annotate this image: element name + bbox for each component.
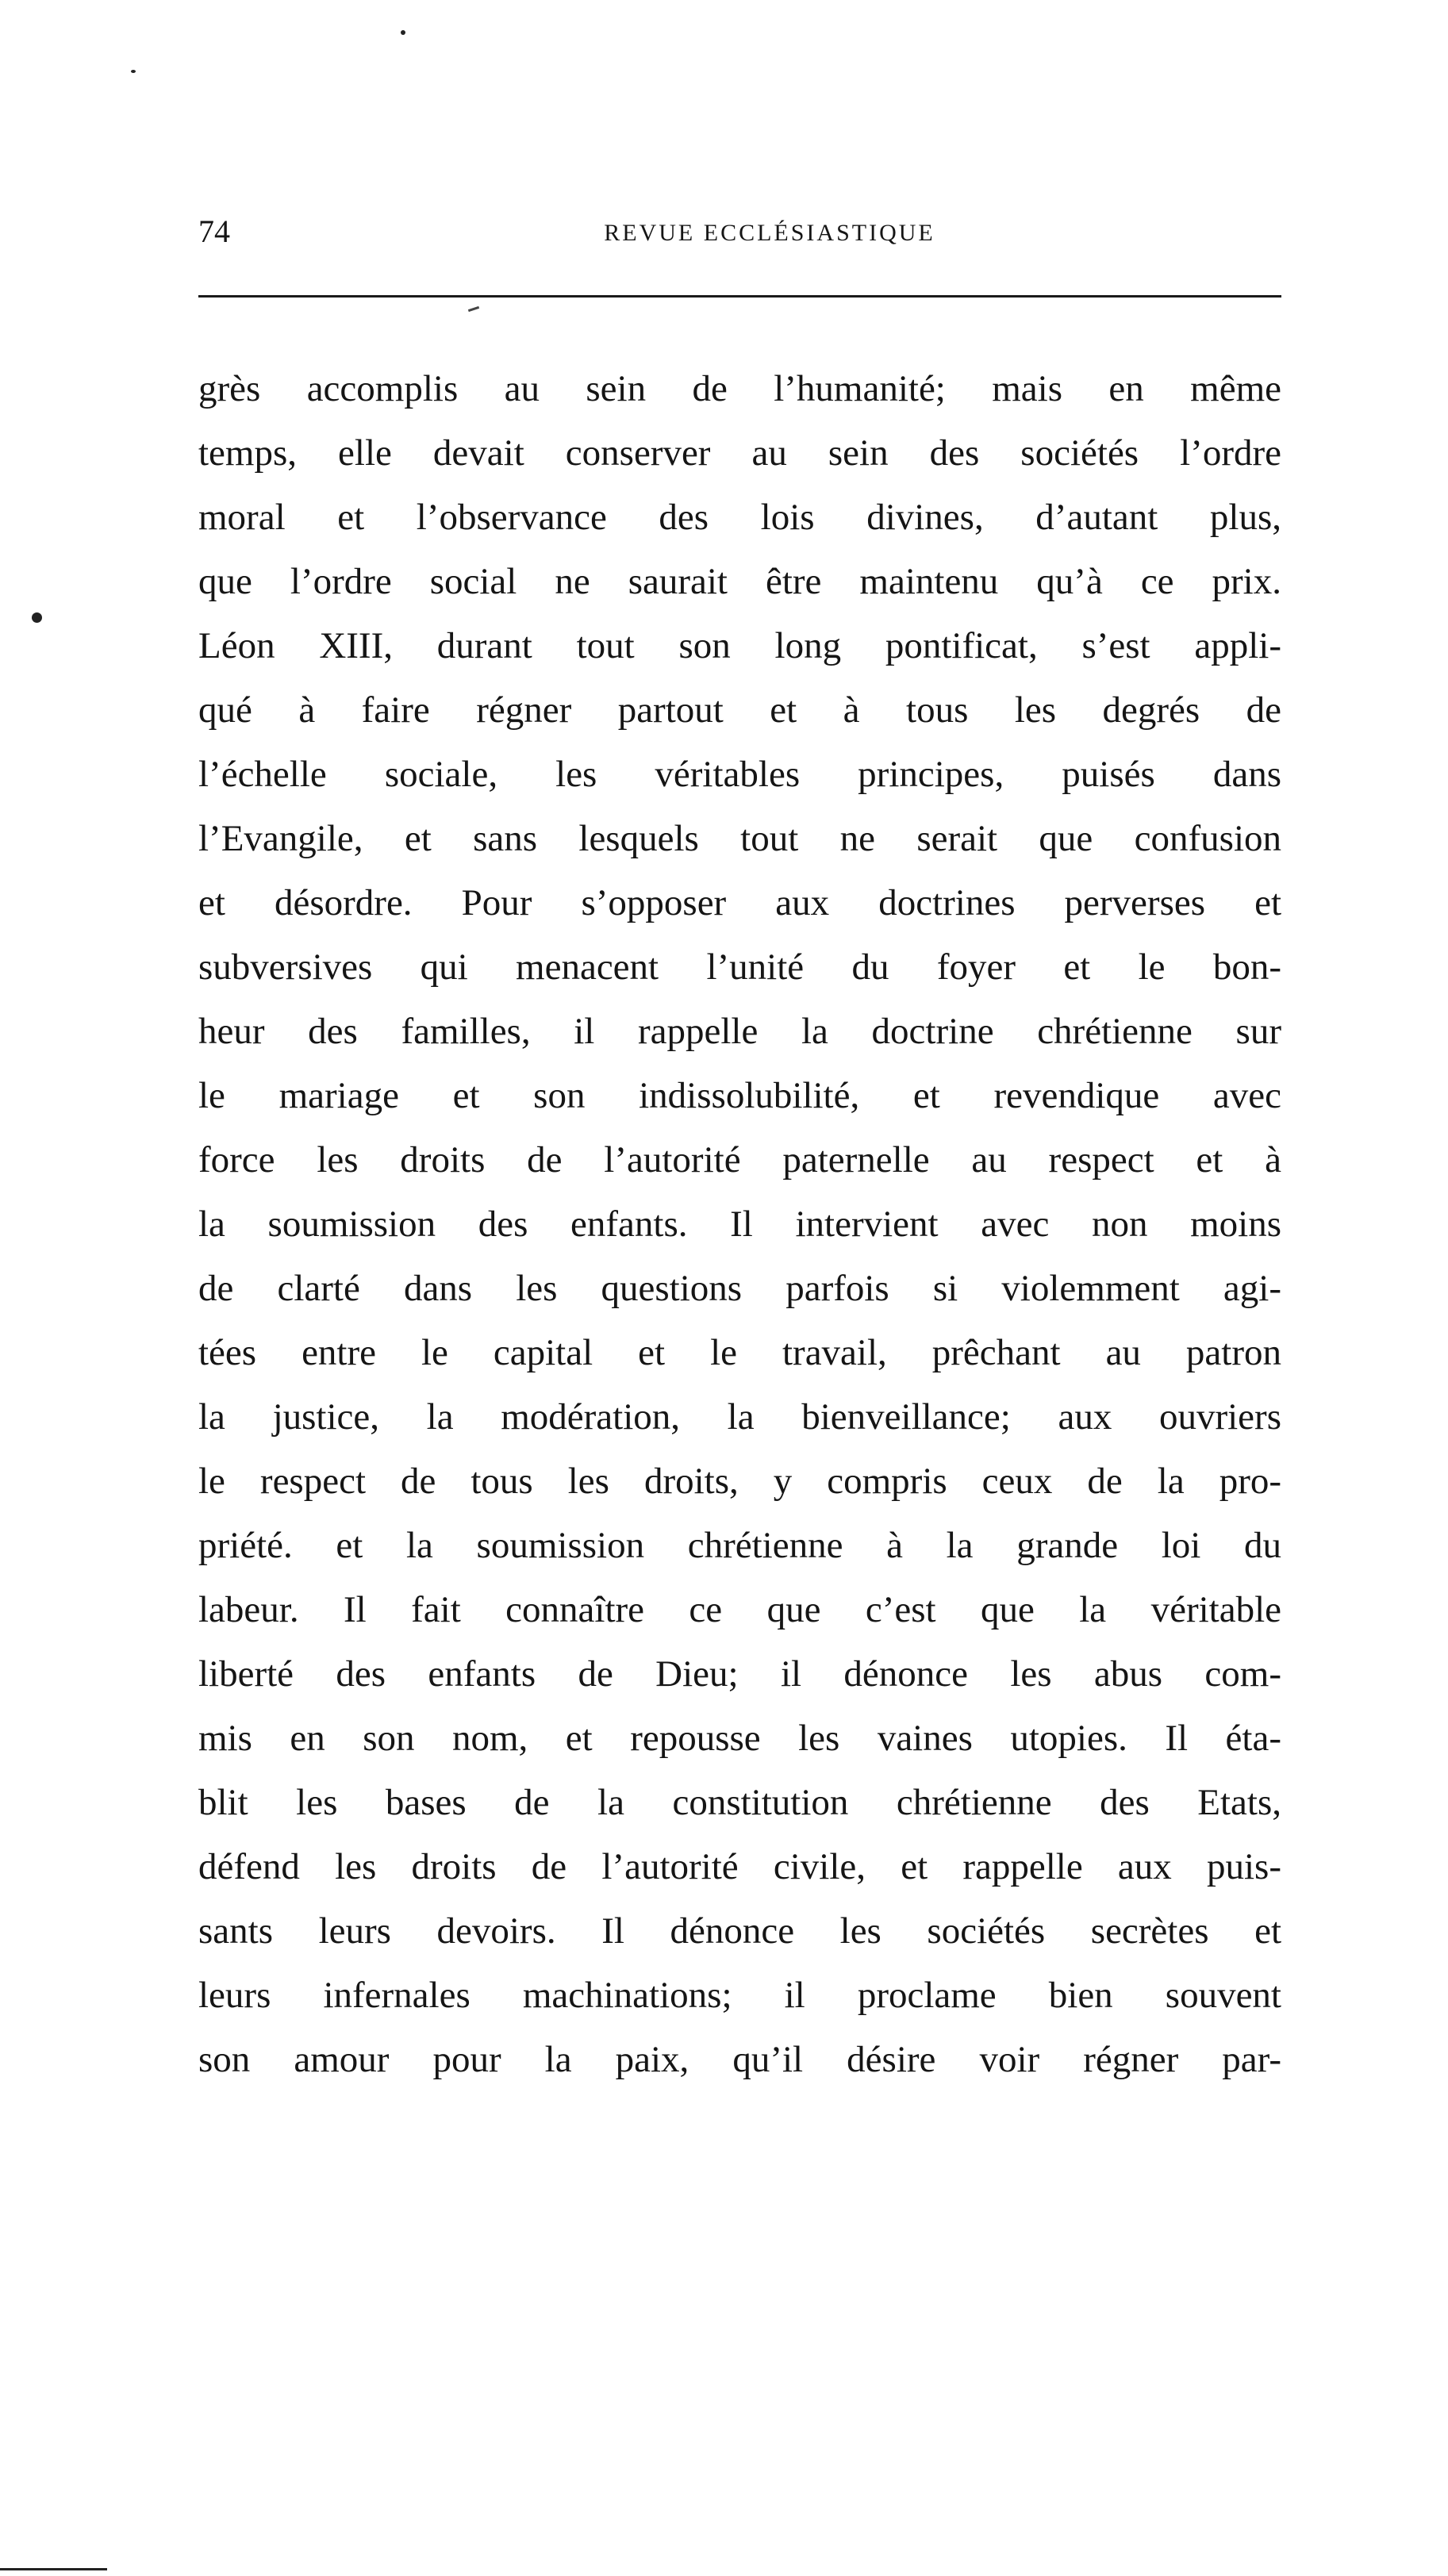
print-mark: [468, 306, 479, 312]
text-line: l’échelle sociale, les véritables principes, puisés dans: [198, 754, 1281, 795]
text-line: force les droits de l’autorité paternelle au respect et à: [198, 1139, 1281, 1181]
text-line: moral et l’observance des lois divines, d’autant plus,: [198, 497, 1281, 538]
text-line: de clarté dans les questions parfois si violemment agi-: [198, 1268, 1281, 1309]
text-line: mis en son nom, et repousse les vaines utopies. Il éta-: [198, 1718, 1281, 1759]
text-line: sants leurs devoirs. Il dénonce les sociétés secrètes et: [198, 1910, 1281, 1952]
text-line: liberté des enfants de Dieu; il dénonce les abus com-: [198, 1653, 1281, 1695]
text-line: la justice, la modération, la bienveillance; aux ouvriers: [198, 1396, 1281, 1438]
text-line: son amour pour la paix, qu’il désire voir régner par-: [198, 2039, 1281, 2080]
text-line: le mariage et son indissolubilité, et revendique avec: [198, 1075, 1281, 1116]
text-line: le respect de tous les droits, y compris ceux de la pro-: [198, 1461, 1281, 1502]
header-rule: [198, 295, 1281, 298]
text-line: qué à faire régner partout et à tous les degrés de: [198, 689, 1281, 731]
running-title: REVUE ECCLÉSIASTIQUE: [604, 220, 935, 246]
text-line: et désordre. Pour s’opposer aux doctrines perverses et: [198, 882, 1281, 923]
text-line: tées entre le capital et le travail, prêchant au patron: [198, 1332, 1281, 1373]
page-number: 74: [198, 213, 230, 249]
text-line: grès accomplis au sein de l’humanité; mais en même: [198, 368, 1281, 409]
body-text: [198, 357, 1281, 2092]
text-line: priété. et la soumission chrétienne à la grande loi du: [198, 1525, 1281, 1566]
print-speck: [401, 30, 405, 35]
text-line: défend les droits de l’autorité civile, et rappelle aux puis-: [198, 1846, 1281, 1887]
print-speck: [32, 612, 42, 623]
footer-rule: [0, 2568, 107, 2570]
text-line: blit les bases de la constitution chrétienne des Etats,: [198, 1782, 1281, 1823]
page-header: [198, 213, 1281, 260]
text-line: labeur. Il fait connaître ce que c’est que la véritable: [198, 1589, 1281, 1630]
text-line: temps, elle devait conserver au sein des sociétés l’ordre: [198, 432, 1281, 474]
text-line: Léon XIII, durant tout son long pontificat, s’est appli-: [198, 625, 1281, 666]
text-line: que l’ordre social ne saurait être maintenu qu’à ce prix.: [198, 561, 1281, 602]
text-line: heur des familles, il rappelle la doctrine chrétienne sur: [198, 1011, 1281, 1052]
text-line: l’Evangile, et sans lesquels tout ne serait que confusion: [198, 818, 1281, 859]
text-line: subversives qui menacent l’unité du foyer et le bon-: [198, 946, 1281, 988]
text-line: la soumission des enfants. Il intervient avec non moins: [198, 1204, 1281, 1245]
print-speck: [131, 70, 136, 73]
text-line: leurs infernales machinations; il proclame bien souvent: [198, 1975, 1281, 2016]
